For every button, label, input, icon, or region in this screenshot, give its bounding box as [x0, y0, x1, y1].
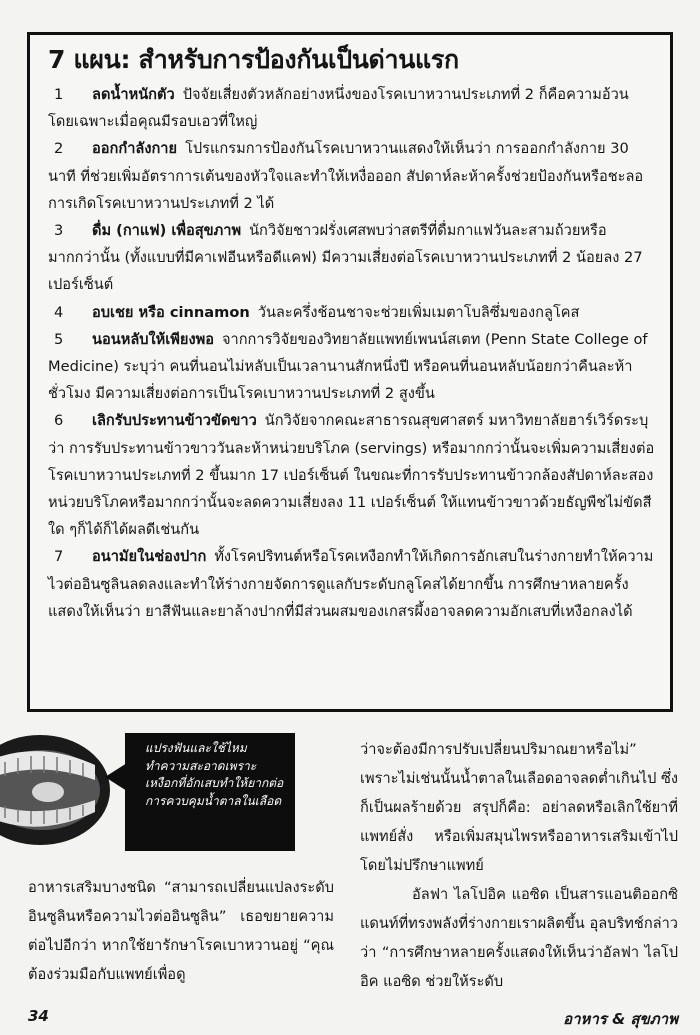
list-item [48, 326, 658, 408]
list-item [48, 299, 658, 326]
item-keyword: เลิกรับประทานข้าวขัดขาว [92, 412, 257, 430]
item-keyword: ดื่ม (กาแฟ) เพื่อสุขภาพ [92, 222, 242, 240]
item-text: วันละครึ่งช้อนชาจะช่วยเพิ่มเมตาโบลิซึ่มของกลูโคส [257, 303, 580, 321]
item-keyword: นอนหลับให้เพียงพอ [92, 330, 214, 348]
item-number: 4 [54, 303, 64, 321]
item-number: 5 [54, 330, 64, 348]
caption-pointer [105, 763, 127, 791]
item-keyword: ลดน้ำหนักตัว [92, 86, 175, 103]
item-number: 2 [54, 140, 64, 158]
item-number: 7 [54, 548, 64, 566]
item-keyword: อบเชย หรือ cinnamon [92, 303, 250, 321]
list-item [48, 543, 658, 625]
magazine-name: อาหาร & สุขภาพ [563, 1010, 678, 1028]
right-column [360, 735, 678, 996]
page-number: 34 [28, 1007, 49, 1025]
right-paragraph-1: ว่าจะต้องมีการปรับเปลี่ยนปริมาณยาหรือไม่” เพราะไม่เช่นนั้นน้ำตาลในเลือดอาจลดต่ำเกินไป ซึ่งก็เป็นผลร้ายด้วย สรุปก็คือ: อย่าลดหรือเลิกใช้ยาที่แพทย์สั่ง หรือเพิ่มสมุนไพรหรืออาหารเสริมเข้าไปโดยไม่ปรึกษาแพทย์ [360, 741, 678, 874]
left-column-text: อาหารเสริมบางชนิด “สามารถเปลี่ยนแปลงระดับอินซูลินหรือความไวต่ออินซูลิน” เธอขยายความต่อไปอีกว่า หากใช้ยารักษาโรคเบาหวานอยู่ “คุณต้องร่วมมือกับแพทย์เพื่อดู [28, 879, 334, 983]
list-item [48, 217, 658, 299]
right-paragraph-2: อัลฟา ไลโปอิค แอซิด เป็นสารแอนติออกซิแดนท์ที่ทรงพลังที่ร่างกายเราผลิตขึ้น อุลบริทช์กล่าวว่า “การศึกษาหลายครั้งแสดงให้เห็นว่าอัลฟา ไลโปอิค แอซิด ช่วยให้ระดับ [360, 886, 678, 990]
photo-caption: แปรงฟันและใช้ไหมทำความสะอาดเพราะเหงือกที่อักเสบทำให้ยากต่อการควบคุมน้ำตาลในเลือด [125, 733, 295, 851]
item-text: นักวิจัยชาวฝรั่งเศสพบว่าสตรีที่ดื่มกาแฟวันละสามถ้วยหรือมากกว่านั้น (ทั้งแบบที่มีคาเฟอีนหรือดีแคฟ) มีความเสี่ยงต่อโรคเบาหวานประเภทที่ 2 น้อยลง 27 เปอร์เซ็นต์ [48, 222, 643, 294]
box-title: 7 แผน: สำหรับการป้องกันเป็นด่านแรก [48, 45, 459, 74]
item-text: ทั้งโรคปริทนต์หรือโรคเหงือกทำให้เกิดการอักเสบในร่างกายทำให้ความไวต่ออินซูลินลดลงและทำให้ร่างกายจัดการดูแลกับระดับกลูโคสได้ยากขึ้น การศึกษาหลายครั้งแสดงให้เห็นว่า ยาสีฟันและยาล้างปากที่มีส่วนผสมของเกสรผึ้งอาจลดความอักเสบที่เหงือกลงได้ [48, 548, 654, 620]
item-number: 3 [54, 222, 64, 240]
list-item [48, 135, 658, 217]
item-keyword: ออกกำลังกาย [92, 140, 178, 158]
item-number: 6 [54, 412, 64, 430]
list-item [48, 407, 658, 543]
item-keyword: อนามัยในช่องปาก [92, 548, 207, 566]
item-number: 1 [54, 86, 64, 103]
sidebar-box [27, 32, 673, 712]
item-text: โปรแกรมการป้องกันโรคเบาหวานแสดงให้เห็นว่า การออกกำลังกาย 30 นาที ที่ช่วยเพิ่มอัตราการเต้นของหัวใจและทำให้เหงื่อออก สัปดาห์ละห้าครั้งช่วยป้องกันหรือชะลอการเกิดโรคเบาหวานประเภทที่ 2 ได้ [48, 140, 644, 212]
teeth-photo [0, 720, 120, 860]
item-text: ปัจจัยเสี่ยงตัวหลักอย่างหนึ่งของโรคเบาหวานประเภทที่ 2 ก็คือความอ้วน โดยเฉพาะเมื่อคุณมีรอบเอวที่ใหญ่ [48, 86, 629, 131]
item-text: นักวิจัยจากคณะสาธารณสุขศาสตร์ มหาวิทยาลัยฮาร์เวิร์ดระบุว่า การรับประทานข้าวขาววันละห้าหน่วยบริโภค (servings) หรือมากกว่านั้นจะเพิ่มความเสี่ยงต่อโรคเบาหวานประเภทที่ 2 ขึ้นมาก 17 เปอร์เซ็นต์ ในขณะที่การรับประทานข้าวกล้องสัปดาห์ละสองหน่วยบริโภคหรือมากกว่านั้นจะลดความเสี่ยงลง 11 เปอร์เซ็นต์ ให้แทนข้าวขาวด้วยธัญพืชไม่ขัดสีใด ๆก็ได้ก็ได้ผลดีเช่นกัน [48, 412, 655, 539]
list-item [48, 81, 658, 135]
item-text: จากการวิจัยของวิทยาลัยแพทย์เพนน์สเตท (Penn State College of Medicine) ระบุว่า คนที่นอนไม่หลับเป็นเวลานานสักหนึ่งปี หรือคนที่นอนหลับน้อยกว่าคืนละห้าชั่วโมง มีความเสี่ยงต่อการเป็นโรคเบาหวานประเภทที่ 2 สูงขึ้น [48, 330, 648, 403]
